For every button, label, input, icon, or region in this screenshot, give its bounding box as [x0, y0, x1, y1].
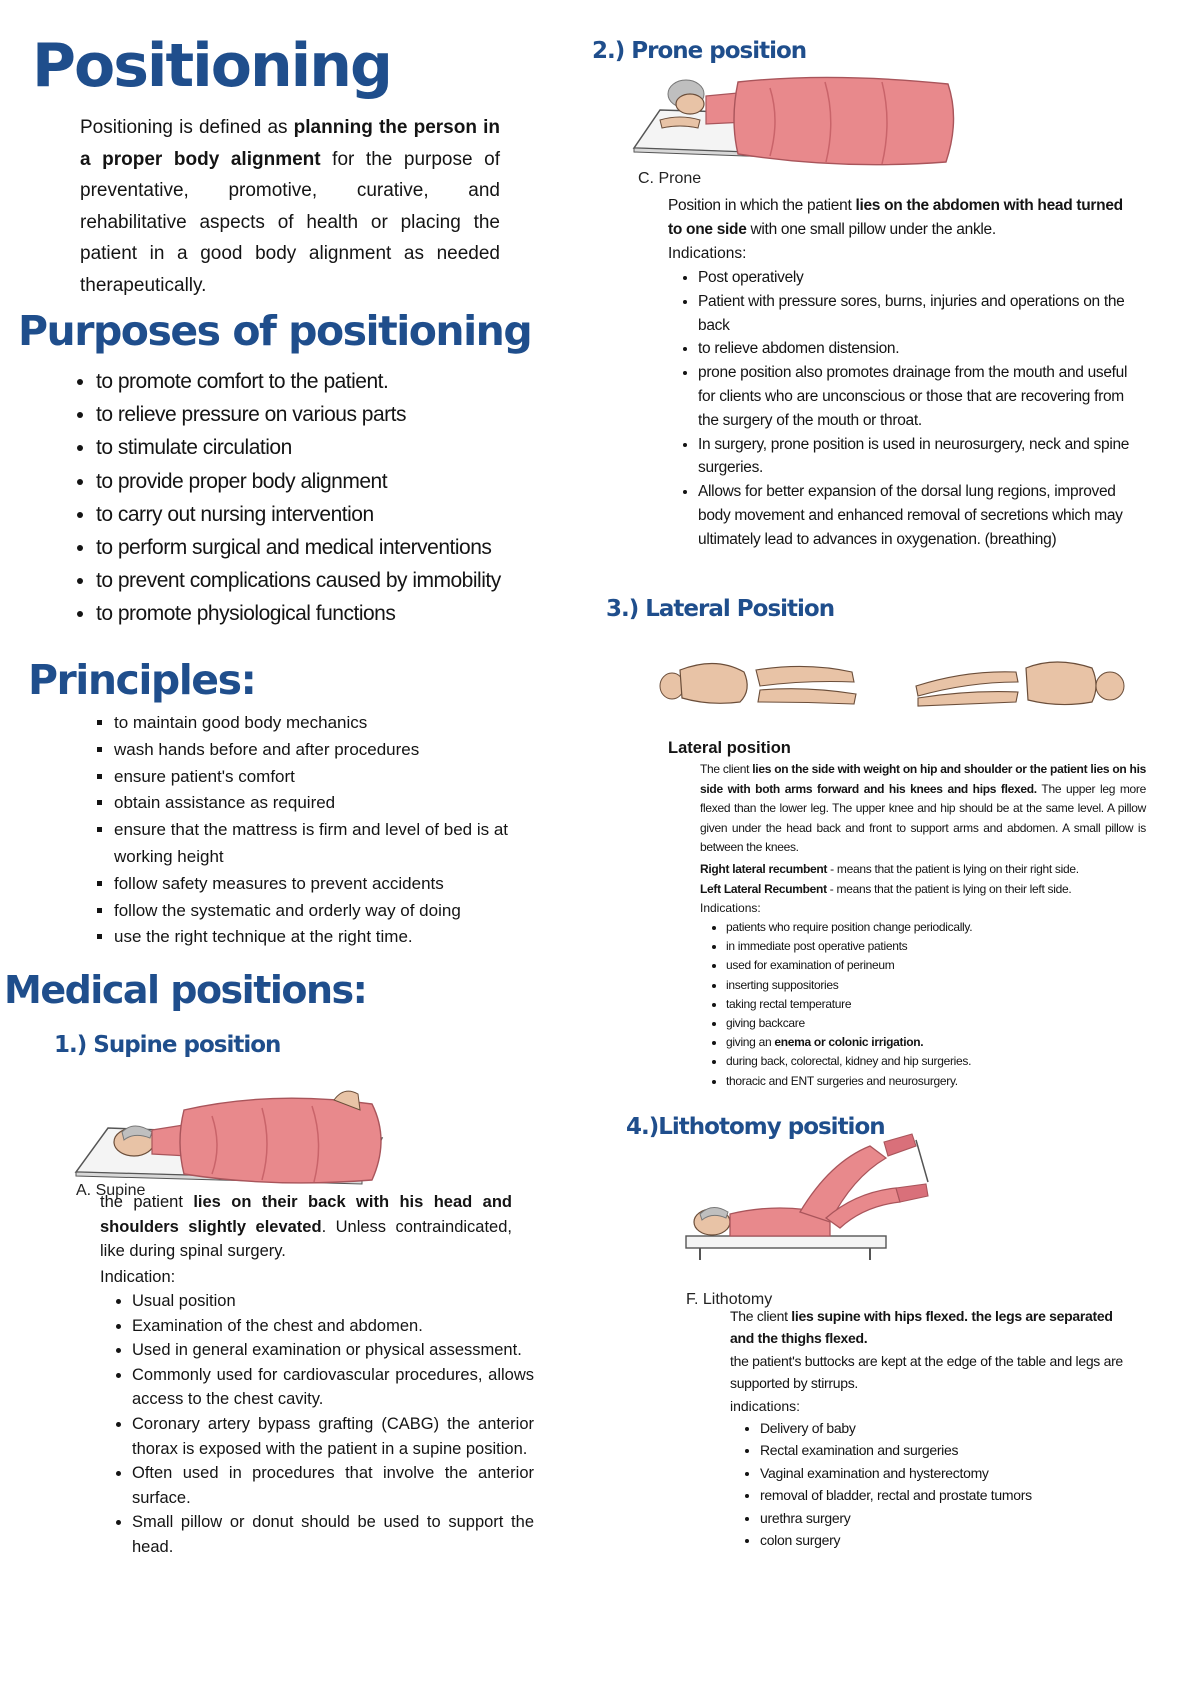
principles-list — [92, 710, 554, 951]
list-item: • to provide proper body alignment — [96, 465, 566, 498]
lithotomy-indications-list — [740, 1417, 1160, 1551]
principles-heading: Principles: — [28, 656, 256, 704]
list-item: • urethra surgery — [760, 1507, 1160, 1529]
supine-indications-list — [110, 1289, 534, 1560]
lateral-description: The client lies on the side with weight on hip and shoulder or the patient lies on his side with both arms forward and his knees and hips flexed. The upper leg more flexed than the lower leg. The upper knee and hip should be at the same level. A pillow given under the head back and front to support arms and abdomen. A small pillow is between the knees. — [700, 762, 1146, 854]
list-item: • Coronary artery bypass grafting (CABG) the anterior thorax is exposed with the patient in a supine position. — [132, 1412, 534, 1461]
list-item: • giving an enema or colonic irrigation. — [726, 1033, 1166, 1052]
prone-indication-label: Indications: — [668, 245, 747, 262]
list-item: • prone position also promotes drainage from the mouth and useful for clients who are unconscious or those that are recovering from the surgery of the mouth or throat. — [698, 361, 1144, 432]
lithotomy-detail: the patient's buttocks are kept at the edge of the table and legs are supported by stirrups. — [730, 1353, 1123, 1392]
lateral-indication-label: Indications: — [700, 901, 761, 915]
intro-paragraph: Positioning is defined as planning the person in a proper body alignment for the purpose of preventative, promotive, curative, and rehabilitative aspects of health or placing the patient in a good body alignment as needed therapeutically. — [80, 117, 500, 296]
list-item: • Post operatively — [698, 266, 1144, 290]
lithotomy-illustration — [680, 1132, 944, 1262]
list-item: • giving backcare — [726, 1014, 1166, 1033]
prone-description: Position in which the patient lies on the abdomen with head turned to one side with one small pillow under the ankle. — [668, 197, 1123, 238]
list-item: • Vaginal examination and hysterectomy — [760, 1462, 1160, 1484]
list-item: • Rectal examination and surgeries — [760, 1439, 1160, 1461]
list-item: ▪ wash hands before and after procedures — [114, 737, 554, 764]
purposes-list — [74, 365, 566, 631]
prone-illustration — [630, 70, 960, 175]
list-item: • Small pillow or donut should be used to support the head. — [132, 1510, 534, 1559]
list-item: • Used in general examination or physical assessment. — [132, 1338, 534, 1363]
list-item: • Usual position — [132, 1289, 534, 1314]
lateral-right-recumbent: Right lateral recumbent - means that the patient is lying on their right side. — [700, 862, 1079, 876]
purposes-heading: Purposes of positioning — [18, 307, 532, 355]
list-item: • inserting suppositories — [726, 976, 1166, 995]
list-item: • to promote comfort to the patient. — [96, 365, 566, 398]
list-item: ▪ ensure patient's comfort — [114, 764, 554, 791]
list-item: • during back, colorectal, kidney and hip surgeries. — [726, 1052, 1166, 1071]
prone-caption: C. Prone — [638, 170, 702, 187]
list-item: • to relieve pressure on various parts — [96, 398, 566, 431]
list-item: ▪ follow safety measures to prevent accidents — [114, 871, 554, 898]
list-item: ▪ obtain assistance as required — [114, 790, 554, 817]
list-item: ▪ to maintain good body mechanics — [114, 710, 554, 737]
list-item: • to stimulate circulation — [96, 431, 566, 464]
lateral-indications-list — [708, 918, 1166, 1091]
list-item: • to relieve abdomen distension. — [698, 337, 1144, 361]
list-item: ▪ follow the systematic and orderly way of doing — [114, 898, 554, 925]
medical-positions-heading: Medical positions: — [4, 968, 367, 1012]
supine-heading: 1.) Supine position — [54, 1032, 281, 1058]
list-item: • Allows for better expansion of the dorsal lung regions, improved body movement and enhanced removal of secretions which may ultimately lead to advances in oxygenation. (breathing) — [698, 480, 1144, 551]
page-title: Positioning — [32, 31, 391, 101]
supine-illustration — [72, 1080, 412, 1190]
list-item: ▪ ensure that the mattress is firm and level of bed is at working height — [114, 817, 554, 871]
lateral-left-recumbent: Left Lateral Recumbent - means that the patient is lying on their left side. — [700, 882, 1072, 896]
lateral-illustration — [656, 650, 1136, 708]
list-item: • used for examination of perineum — [726, 956, 1166, 975]
supine-caption: A. Supine — [76, 1182, 146, 1199]
list-item: • Examination of the chest and abdomen. — [132, 1314, 534, 1339]
lithotomy-heading: 4.)Lithotomy position — [626, 1114, 885, 1140]
list-item: • taking rectal temperature — [726, 995, 1166, 1014]
list-item: • to promote physiological functions — [96, 597, 566, 630]
list-item: ▪ use the right technique at the right time. — [114, 924, 554, 951]
lithotomy-indication-label: indications: — [730, 1398, 801, 1414]
list-item: • Patient with pressure sores, burns, injuries and operations on the back — [698, 290, 1144, 338]
lithotomy-description: The client lies supine with hips flexed. the legs are separated and the thighs flexed. — [730, 1308, 1113, 1347]
list-item: • colon surgery — [760, 1529, 1160, 1551]
list-item: • in immediate post operative patients — [726, 937, 1166, 956]
supine-indication-label: Indication: — [100, 1268, 176, 1286]
list-item: • Delivery of baby — [760, 1417, 1160, 1439]
lithotomy-caption: F. Lithotomy — [686, 1291, 773, 1308]
list-item: • thoracic and ENT surgeries and neurosurgery. — [726, 1072, 1166, 1091]
list-item: • to carry out nursing intervention — [96, 498, 566, 531]
list-item: • Commonly used for cardiovascular procedures, allows access to the chest cavity. — [132, 1363, 534, 1412]
list-item: • to prevent complications caused by immobility — [96, 564, 566, 597]
list-item: • removal of bladder, rectal and prostate tumors — [760, 1484, 1160, 1506]
prone-heading: 2.) Prone position — [592, 38, 807, 64]
list-item: • In surgery, prone position is used in neurosurgery, neck and spine surgeries. — [698, 433, 1144, 481]
prone-indications-list — [678, 266, 1144, 552]
lateral-label: Lateral position — [668, 739, 791, 757]
lateral-heading: 3.) Lateral Position — [606, 596, 835, 622]
list-item: • patients who require position change periodically. — [726, 918, 1166, 937]
list-item: • to perform surgical and medical interventions — [96, 531, 566, 564]
supine-description: the patient lies on their back with his head and shoulders slightly elevated. Unless contraindicated, like during spinal surgery. — [100, 1193, 512, 1261]
list-item: • Often used in procedures that involve the anterior surface. — [132, 1461, 534, 1510]
